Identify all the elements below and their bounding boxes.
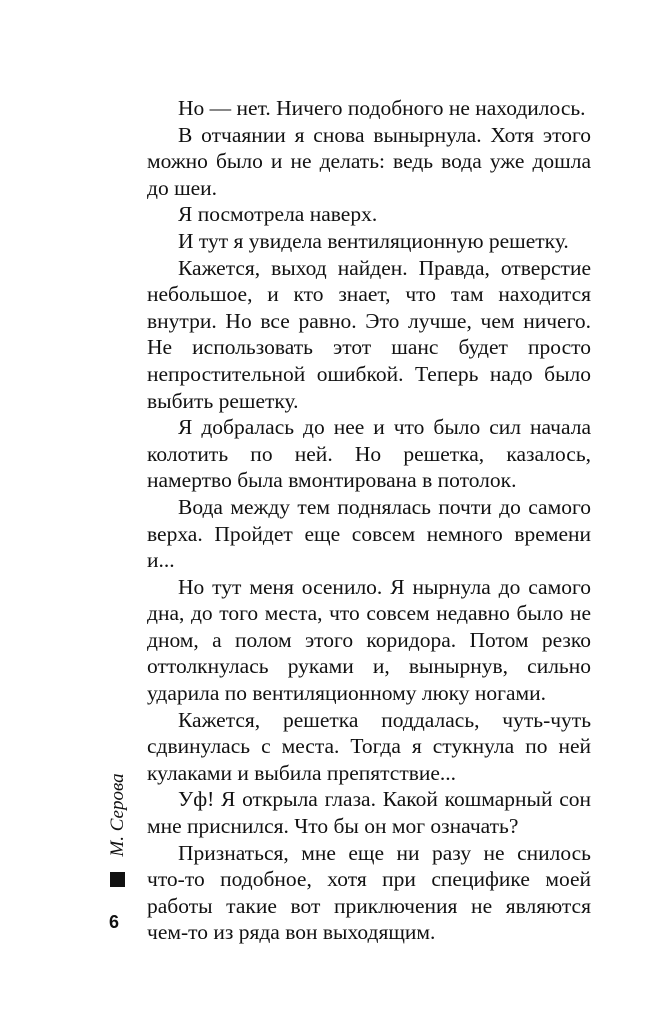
paragraph-8: Но тут меня осенило. Я нырнула до самого дна, до того места, что совсем недавно было не дном, а полом этого коридора. Потом резко оттолкнулась руками и, вынырнув, сильно ударила по вентиляционному люку ногами. bbox=[147, 574, 591, 706]
paragraph-4: И тут я увидела вентиляционную решетку. bbox=[178, 228, 569, 253]
page-number: 6 bbox=[109, 912, 120, 932]
paragraph-9: Кажется, решетка поддалась, чуть-чуть сдвинулась с места. Тогда я стукнула по ней кулаками и выбила препятствие... bbox=[147, 707, 591, 785]
square-marker-icon bbox=[110, 872, 125, 887]
paragraph-10: Уф! Я открыла глаза. Какой кошмарный сон мне приснился. Что бы он мог означать? bbox=[147, 787, 591, 839]
running-head-author bbox=[108, 770, 128, 860]
paragraph-5: Кажется, выход найден. Правда, отверстие небольшое, и кто знает, что там находится внутри. Но все равно. Это лучше, чем ничего. Не использовать этот шанс будет просто непростительной ошибкой. Теперь надо было выбить решетку. bbox=[147, 255, 591, 413]
paragraph-7: Вода между тем поднялась почти до самого верха. Пройдет еще совсем немного времени и... bbox=[147, 494, 591, 573]
paragraph-1: Но — нет. Ничего подобного не находилось. bbox=[178, 96, 586, 120]
paragraph-11: Признаться, мне еще ни разу не снилось что-то подобное, хотя при специфике моей работы такие вот приключения не являются чем-то из ряда вон выходящим. bbox=[147, 840, 591, 945]
paragraph-2: В отчаянии я снова вынырнула. Хотя этого можно было и не делать: ведь вода уже дошла до шеи. bbox=[147, 122, 591, 200]
body-text bbox=[147, 95, 591, 946]
paragraph-6: Я добралась до нее и что было сил начала колотить по ней. Но решетка, казалось, намертво была вмонтирована в потолок. bbox=[147, 415, 591, 493]
running-head-text: М. Серова bbox=[107, 773, 128, 857]
paragraph-3: Я посмотрела наверх. bbox=[178, 202, 378, 227]
